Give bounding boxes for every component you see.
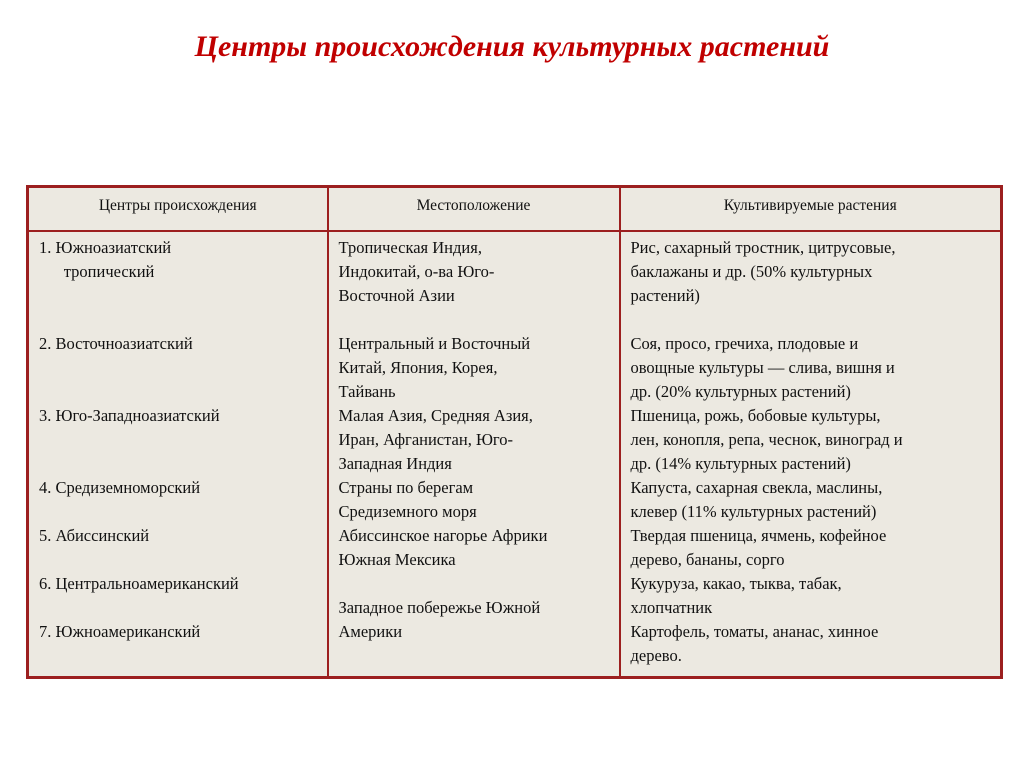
cell-line: дерево, бананы, сорго [630,550,785,569]
cell-line: 2. Восточноазиатский [39,334,193,353]
cell-line: Капуста, сахарная свекла, маслины, [630,478,883,497]
cell-line: Центральный и Восточный [338,334,531,353]
cell-line [39,500,317,524]
cell-line [39,548,317,572]
centers-cell [28,231,328,678]
cell-line: Рис, сахарный тростник, цитрусовые, [630,238,896,257]
cell-line: тропический [39,262,155,281]
cell-line: 3. Юго-Западноазиатский [39,406,220,425]
cell-line: др. (20% культурных растений) [630,382,851,401]
cell-line: Страны по берегам [338,478,474,497]
cell-line [39,428,317,452]
cell-line: лен, конопля, репа, чеснок, виноград и [630,430,903,449]
cell-line: 4. Средиземноморский [39,478,201,497]
table-row [28,231,1002,678]
cell-line: Китай, Япония, Корея, [338,358,498,377]
cell-line [339,308,609,332]
cell-line: 7. Южноамериканский [39,622,201,641]
cell-line: Западное побережье Южной [338,598,541,617]
cell-line: овощные культуры — слива, вишня и [630,358,895,377]
cell-line: Малая Азия, Средняя Азия, [338,406,533,425]
cell-line [39,596,317,620]
table-header-row [28,187,1002,232]
cell-line: Кукуруза, какао, тыква, табак, [630,574,842,593]
cell-line: Южная Мексика [338,550,456,569]
cell-line [339,572,609,596]
cell-line [631,308,991,332]
header-plants: Культивируемые растения [620,187,1002,232]
cell-line: Восточной Азии [338,286,455,305]
cell-line: Тайвань [338,382,396,401]
cell-line: Иран, Афганистан, Юго- [338,430,513,449]
cell-line: Картофель, томаты, ананас, хинное [630,622,879,641]
cell-line: Западная Индия [338,454,452,473]
cell-line: растений) [630,286,700,305]
cell-line: клевер (11% культурных растений) [630,502,877,521]
cell-line: Средиземного моря [338,502,477,521]
cell-line [39,452,317,476]
cell-line: др. (14% культурных растений) [630,454,851,473]
cell-line [39,308,317,332]
location-cell [328,231,620,678]
cell-line: Америки [338,622,403,641]
cell-line: 6. Центральноамериканский [39,574,239,593]
cell-line: Твердая пшеница, ячмень, кофейное [630,526,887,545]
origin-centers-table [26,185,1003,679]
header-location: Местоположение [328,187,620,232]
cell-line: Тропическая Индия, [338,238,482,257]
origin-centers-table-wrap [26,185,1000,679]
cell-line: хлопчатник [630,598,713,617]
cell-line: баклажаны и др. (50% культурных [630,262,873,281]
cell-line: Соя, просо, гречиха, плодовые и [630,334,859,353]
header-centers: Центры происхождения [28,187,328,232]
cell-line: 5. Абиссинский [39,526,150,545]
cell-line: Абиссинское нагорье Африки [338,526,548,545]
cell-line [39,284,317,308]
cell-line: Индокитай, о-ва Юго- [338,262,495,281]
plants-cell [620,231,1002,678]
cell-line: 1. Южноазиатский [39,238,172,257]
cell-line [39,356,317,380]
cell-line: Пшеница, рожь, бобовые культуры, [630,406,881,425]
cell-line [39,380,317,404]
cell-line: дерево. [630,646,682,665]
slide-title: Центры происхождения культурных растений [194,30,830,63]
